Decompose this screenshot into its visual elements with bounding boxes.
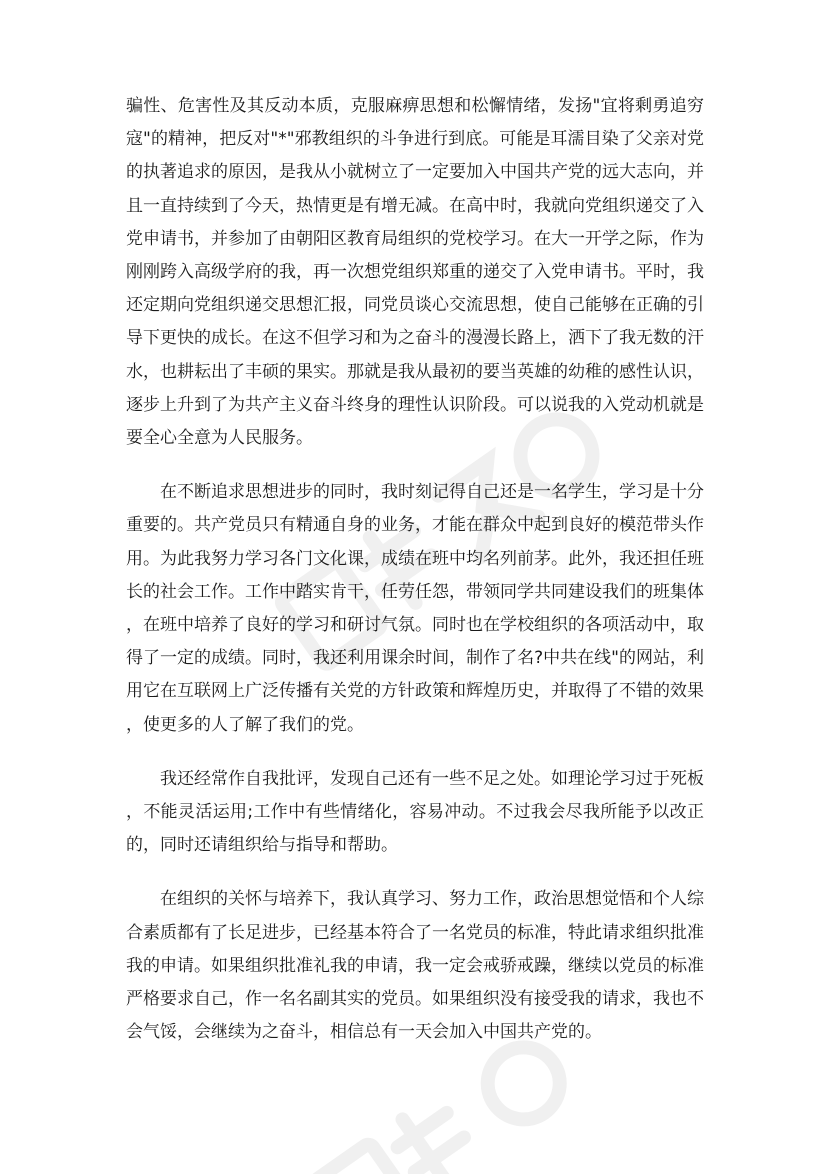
paragraph-2: 在不断追求思想进步的同时，我时刻记得自己还是一名学生，学习是十分重要的。共产党员只有精通自身的业务，才能在群众中起到良好的模范带头作用。为此我努力学习各门文化课，成绩在班中均名列前茅。此外，我还担任班长的社会工作。工作中踏实肯干，任劳任怨，带领同学共同建设我们的班集体，在班中培养了良好的学习和研讨气氛。同时也在学校组织的各项活动中，取得了一定的成绩。同时，我还利用课余时间，制作了名?中共在线"的网站，利用它在互联网上广泛传播有关党的方针政策和辉煌历史，并取得了不错的效果，使更多的人了解了我们的党。: [126, 482, 704, 735]
paragraph-1: 骗性、危害性及其反动本质，克服麻痹思想和松懈情绪，发扬"宜将剩勇追穷寇"的精神，把反对"*"邪教组织的斗争进行到底。可能是耳濡目染了父亲对党的执著追求的原因，是我从小就树立了一定要加入中国共产党的远大志向，并且一直持续到了今天，热情更是有增无减。在高中时，我就向党组织递交了入党申请书，并参加了由朝阳区教育局组织的党校学习。在大一开学之际，作为刚刚跨入高级学府的我，再一次想党组织郑重的递交了入党申请书。平时，我还定期向党组织递交思想汇报，同党员谈心交流思想，使自己能够在正确的引导下更快的成长。在这不但学习和为之奋斗的漫漫长路上，洒下了我无数的汗水，也耕耘出了丰硕的果实。那就是我从最初的要当英雄的幼稚的感性认识，逐步上升到了为共产主义奋斗终身的理性认识阶段。可以说我的入党动机就是要全心全意为人民服务。: [126, 96, 704, 449]
paragraph-3: 我还经常作自我批评，发现自己还有一些不足之处。如理论学习过于死板，不能灵活运用;工作中有些情绪化，容易冲动。不过我会尽我所能予以改正的，同时还请组织给与指导和帮助。: [126, 768, 704, 856]
document-body: [126, 90, 704, 1049]
paragraph-4: 在组织的关怀与培养下，我认真学习、努力工作，政治思想觉悟和个人综合素质都有了长足进步，已经基本符合了一名党员的标准，特此请求组织批准我的申请。如果组织批准礼我的申请，我一定会戒骄戒躁，继续以党员的标准严格要求自己，作一名名副其实的党员。如果组织没有接受我的请求，我也不会气馁，会继续为之奋斗，相信总有一天会加入中国共产党的。: [126, 889, 704, 1043]
